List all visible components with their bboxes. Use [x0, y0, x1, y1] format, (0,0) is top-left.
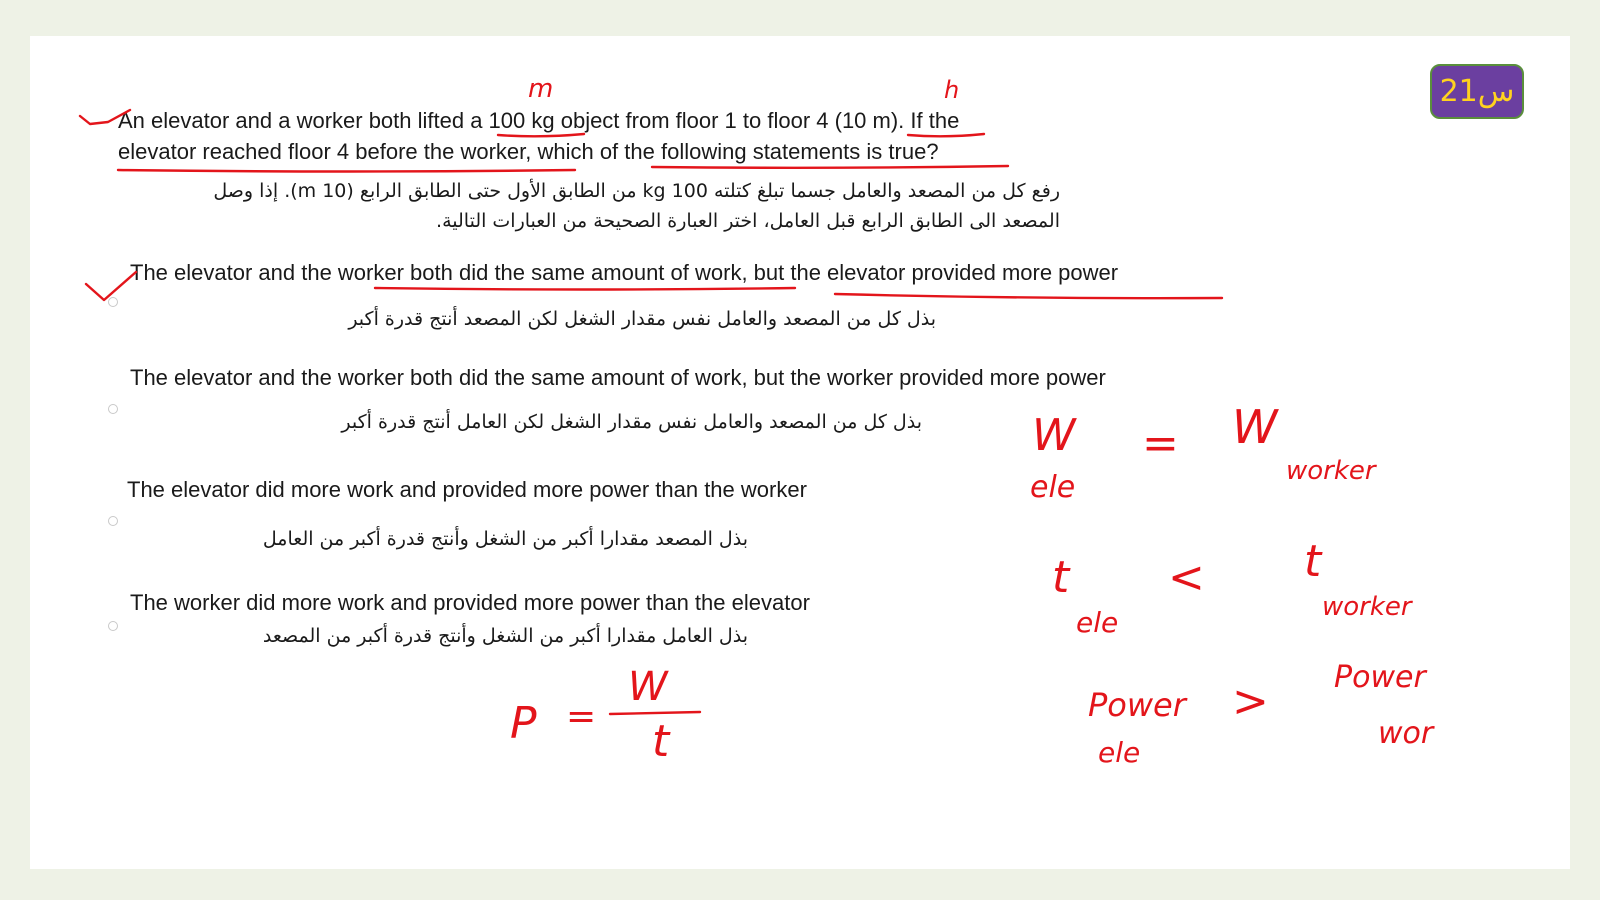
hw-t-right: t	[1304, 536, 1322, 587]
hw-formula-W: W	[628, 664, 668, 710]
question-number-badge: س21	[1430, 64, 1524, 119]
hw-worker-2: worker	[1322, 592, 1412, 622]
option-d-ar[interactable]: بذل العامل مقدارا أكبر من الشغل وأنتج قدرة أكبر من المصعد	[262, 625, 748, 647]
hw-greater-than: >	[1232, 676, 1269, 727]
hw-formula-equals: =	[566, 696, 597, 737]
hw-m-mark: m	[528, 74, 554, 104]
hw-W-left: W	[1032, 410, 1076, 461]
option-c-en[interactable]: The elevator did more work and provided more power than the worker	[127, 477, 807, 502]
hw-less-than: <	[1168, 552, 1205, 603]
hw-wor: wor	[1378, 716, 1434, 751]
option-c-radio[interactable]	[108, 516, 118, 526]
hw-ele-3: ele	[1098, 736, 1141, 769]
option-d-radio[interactable]	[108, 621, 118, 631]
hw-formula-t: t	[652, 716, 670, 767]
question-ar-line-2: المصعد الى الطابق الرابع قبل العامل، اختر العبارة الصحيحة من العبارات التالية.	[436, 210, 1060, 232]
hw-h-mark: h	[944, 76, 960, 104]
option-d-en[interactable]: The worker did more work and provided more power than the elevator	[130, 590, 810, 615]
option-a-en[interactable]: The elevator and the worker both did the same amount of work, but the elevator provided more power	[130, 260, 1119, 285]
question-en-line-1: An elevator and a worker both lifted a 100 kg object from floor 1 to floor 4 (10 m). If the	[118, 108, 960, 133]
hw-ele-1: ele	[1030, 470, 1076, 505]
hw-ele-2: ele	[1076, 606, 1119, 639]
question-ar-line-1: رفع كل من المصعد والعامل جسما تبلغ كتلته 100 kg من الطابق الأول حتى الطابق الرابع (10 m). إذا وصل	[213, 180, 1060, 202]
question-en-line-2: elevator reached floor 4 before the worker, which of the following statements is true?	[118, 139, 939, 164]
option-a-radio[interactable]	[108, 297, 118, 307]
option-c-ar[interactable]: بذل المصعد مقدارا أكبر من الشغل وأنتج قدرة أكبر من العامل	[262, 528, 748, 550]
hw-power-left: Power	[1088, 686, 1186, 724]
option-b-radio[interactable]	[108, 404, 118, 414]
option-b-en[interactable]: The elevator and the worker both did the same amount of work, but the worker provided more power	[130, 365, 1106, 390]
hw-equals: =	[1142, 418, 1179, 469]
hw-power-right: Power	[1334, 660, 1426, 695]
hw-worker-1: worker	[1286, 456, 1376, 486]
hw-W-right: W	[1232, 400, 1278, 454]
hw-formula-P: P	[510, 698, 537, 749]
option-b-ar[interactable]: بذل كل من المصعد والعامل نفس مقدار الشغل لكن العامل أنتج قدرة أكبر	[341, 411, 922, 433]
option-a-ar[interactable]: بذل كل من المصعد والعامل نفس مقدار الشغل لكن المصعد أنتج قدرة أكبر	[348, 308, 936, 330]
hw-t-left: t	[1052, 552, 1070, 603]
